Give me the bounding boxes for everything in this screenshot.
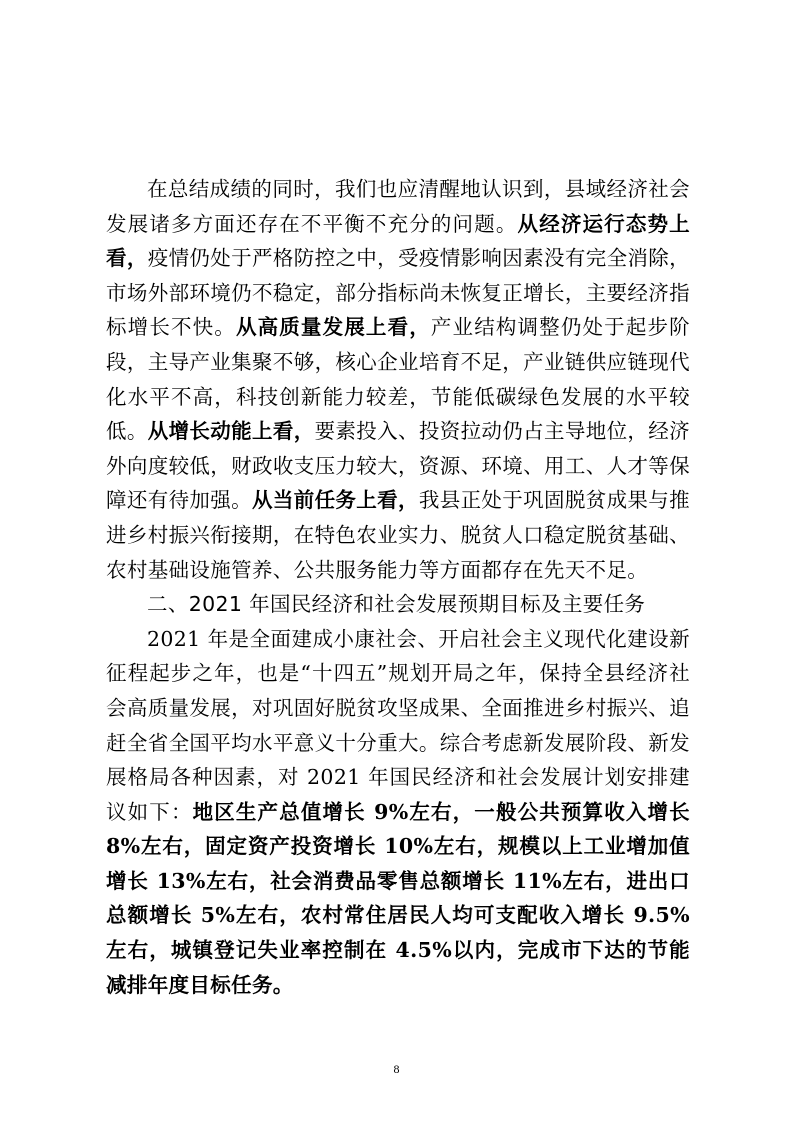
bold-phrase-quality-development: 从高质量发展上看， xyxy=(235,315,431,340)
section-heading-2021-targets: 二、2021 年国民经济和社会发展预期目标及主要任务 xyxy=(147,592,646,617)
paragraph-text: 疫情仍处于严格防控之中，受疫情影响因素没有完全消除，市场外部环境仍不稳定，部分指标尚未恢复正增长，主要经济指标增长不快。 xyxy=(106,246,690,340)
bold-phrase-current-tasks: 从当前任务上看， xyxy=(252,488,419,513)
paragraph-text: 2021 年是全面建成小康社会、开启社会主义现代化建设新征程起步之年，也是“十四五”规划开局之年，保持全县经济社会高质量发展，对巩固好脱贫攻坚成果、全面推进乡村振兴、追赶全省全国平均水平意义十分重大。综合考虑新发展阶段、新发展格局各种因素，对 2021 年国民经济和社会发展计划安排建议如下： xyxy=(106,626,690,824)
paragraph-text: 我县正处于巩固脱贫成果与推进乡村振兴衔接期，在特色农业实力、脱贫人口稳定脱贫基础、农村基础设施管养、公共服务能力等方面都存在先天不足。 xyxy=(106,488,690,582)
bold-phrase-growth-momentum: 从增长动能上看， xyxy=(147,419,315,444)
bold-targets-list: 地区生产总值增长 9%左右，一般公共预算收入增长 8%左右，固定资产投资增长 10%左右，规模以上工业增加值增长 13%左右，社会消费品零售总额增长 11%左右，进出口总额增长 5%左右，农村常住居民人均可支配收入增长 9.5%左右，城镇登记失业率控制在 4.5%以内，完成市下达的节能减排年度目标任务。 xyxy=(106,799,690,997)
paragraph-text: 在总结成绩的同时，我们也应清醒地认识到，县域经济社会发展诸多方面还存在不平衡不充分的问题。 xyxy=(106,177,690,236)
bold-phrase-economic-trend: 从经济运行态势上看， xyxy=(106,211,690,271)
page-body xyxy=(106,172,690,1002)
paragraph-current-problems xyxy=(106,172,690,587)
page-number: 8 xyxy=(393,1062,400,1076)
paragraph-text: 产业结构调整仍处于起步阶段，主导产业集聚不够，核心企业培育不足，产业链供应链现代化水平不高，科技创新能力较差，节能低碳绿色发展的水平较低。 xyxy=(106,315,690,444)
paragraph-2021-targets xyxy=(106,622,690,1003)
paragraph-text: 要素投入、投资拉动仍占主导地位，经济外向度较低，财政收支压力较大，资源、环境、用工、人才等保障还有待加强。 xyxy=(106,419,690,513)
